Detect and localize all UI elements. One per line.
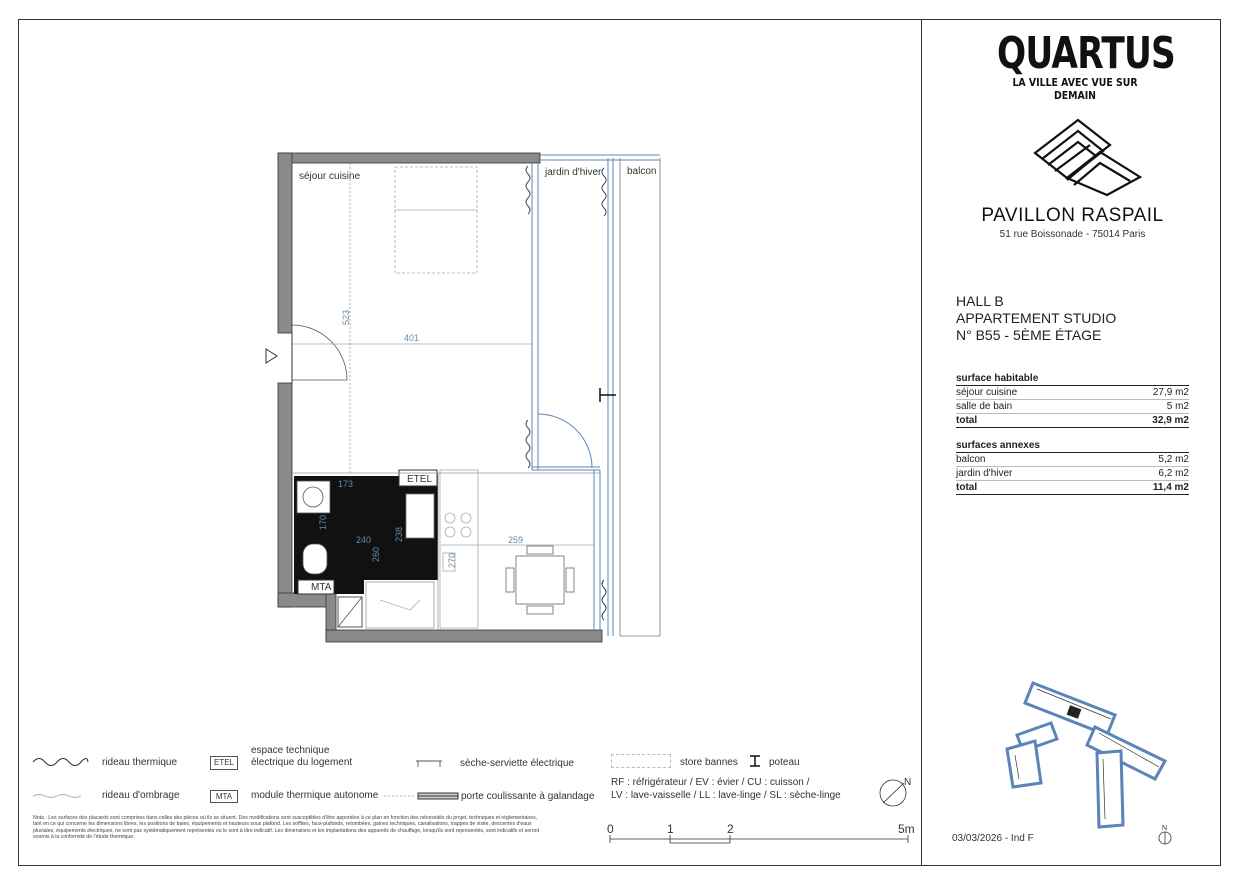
legend-abbrev-1: RF : réfrigérateur / EV : évier / CU : cuisson / bbox=[611, 777, 810, 788]
apartment-info bbox=[956, 293, 1116, 344]
dim-240: 240 bbox=[356, 535, 372, 545]
brand bbox=[975, 28, 1175, 102]
legend-etel-symbol: ETEL bbox=[210, 756, 238, 770]
brand-tagline: LA VILLE AVEC VUE SUR DEMAIN bbox=[1012, 76, 1138, 102]
key-plan bbox=[995, 675, 1170, 835]
legend-poteau: poteau bbox=[769, 757, 800, 768]
scale-bar bbox=[606, 834, 916, 848]
dim-259: 259 bbox=[508, 535, 524, 545]
table-title: surfaces annexes bbox=[956, 440, 1189, 453]
rideau-ombrage-icon bbox=[33, 795, 81, 798]
legend-seche-serviette: sèche-serviette électrique bbox=[460, 758, 574, 769]
toilet bbox=[303, 544, 327, 574]
poteau-icon bbox=[748, 754, 762, 768]
seche-serviette-icon bbox=[416, 761, 442, 767]
dim-170: 170 bbox=[318, 514, 328, 530]
scale-0: 0 bbox=[607, 822, 614, 836]
dim-173: 173 bbox=[338, 479, 354, 489]
legend-etel-text: espace technique électrique du logement bbox=[251, 745, 353, 768]
wall-bottom-left bbox=[278, 593, 328, 607]
table-row: séjour cuisine 27,9 m2 bbox=[956, 387, 1189, 398]
legend-store-bannes: store bannes bbox=[680, 757, 738, 768]
legend-porte-coulissante: porte coulissante à galandage bbox=[461, 791, 595, 802]
table-title: surface habitable bbox=[956, 373, 1189, 386]
wall-top bbox=[278, 153, 540, 163]
project-address: 51 rue Boissonade - 75014 Paris bbox=[999, 229, 1146, 240]
compass-icon bbox=[877, 774, 915, 810]
legend-rideau-thermique: rideau thermique bbox=[102, 757, 178, 768]
legend-symbols-mid bbox=[382, 756, 462, 804]
table-total: total 32,9 m2 bbox=[956, 415, 1189, 426]
apartment-type: APPARTEMENT STUDIO bbox=[956, 310, 1117, 326]
kitchen-counter bbox=[440, 470, 478, 628]
room-sejour: séjour cuisine bbox=[299, 171, 361, 182]
dim-238: 238 bbox=[394, 526, 404, 542]
legend-mta-text: module thermique autonome bbox=[251, 790, 379, 801]
dim-260: 260 bbox=[371, 546, 381, 562]
dim-270: 270 bbox=[447, 552, 457, 568]
porte-coulissante-icon bbox=[418, 793, 458, 799]
wall-bottom bbox=[326, 630, 602, 642]
scale-2: 2 bbox=[727, 822, 734, 836]
room-balcon: balcon bbox=[627, 166, 657, 177]
hall-label: HALL B bbox=[956, 293, 1004, 309]
entry-arrow bbox=[266, 349, 277, 363]
wall-left-lower bbox=[278, 383, 292, 607]
apartment-number: N° B55 - 5ÈME ÉTAGE bbox=[956, 327, 1102, 343]
keyplan-compass-icon bbox=[1157, 822, 1173, 846]
wardrobe bbox=[366, 582, 434, 628]
bed bbox=[395, 167, 477, 273]
scale-5m: 5m bbox=[898, 822, 915, 836]
rideau-thermique-icon bbox=[33, 759, 88, 766]
title-block-separator bbox=[921, 19, 922, 866]
dim-401: 401 bbox=[404, 333, 420, 343]
etel-label: ETEL bbox=[407, 474, 433, 485]
table-row: salle de bain 5 m2 bbox=[956, 401, 1189, 412]
legend-mta-symbol: MTA bbox=[210, 790, 238, 803]
project-name: PAVILLON RASPAIL bbox=[981, 205, 1164, 226]
table-total: total 11,4 m2 bbox=[956, 482, 1189, 493]
brand-name: QUARTUS bbox=[997, 28, 1175, 79]
project-logo-icon bbox=[1030, 115, 1145, 197]
sink bbox=[297, 481, 330, 513]
wall-left-upper bbox=[278, 153, 292, 333]
shower bbox=[406, 494, 434, 538]
legend-symbols-curtains bbox=[30, 752, 90, 802]
scale-1: 1 bbox=[667, 822, 674, 836]
legend-rideau-ombrage: rideau d'ombrage bbox=[102, 790, 180, 801]
svg-text:N: N bbox=[904, 777, 912, 788]
disclaimer-note: Nota : Les surfaces des placards sont comprises dans celles des pièces où ils se situent. Des modifications sont susceptibles d'être apportées à ce plan en fonction des nécessités du projet, techniques et réglementaires, tant en ce qui concerne les dimensions libres, les positions de baies, équipements et hauteurs sous plafond. Les soffites, faux-plafonds, retombées, gaines techniques, canalisations, trappes de visite, descentes d'eaux pluviales, équipements électriques, ne sont pas systématiquement représentés ou le sont à titre indicatif. Les dimensions et les implantations des appareils de chauffage, lorsqu'ils sont représentés, sont indicatifs et seront soumis à la conformité de l'étude thermique. bbox=[33, 815, 540, 840]
store-bannes-icon bbox=[611, 754, 671, 768]
surfaces-habitables-table bbox=[956, 373, 1189, 428]
table-row: jardin d'hiver 6,2 m2 bbox=[956, 468, 1189, 479]
mta-label: MTA bbox=[311, 582, 332, 593]
table-row: balcon 5,2 m2 bbox=[956, 454, 1189, 465]
legend-abbrev-2: LV : lave-vaisselle / LL : lave-linge / SL : sèche-linge bbox=[611, 790, 841, 801]
svg-text:N: N bbox=[1162, 825, 1168, 832]
surfaces-annexes-table bbox=[956, 440, 1189, 495]
room-jardin: jardin d'hiver bbox=[545, 167, 602, 178]
dining-table bbox=[506, 546, 574, 614]
dim-523: 523 bbox=[341, 309, 351, 325]
revision-date: 03/03/2026 - Ind F bbox=[952, 833, 1034, 844]
